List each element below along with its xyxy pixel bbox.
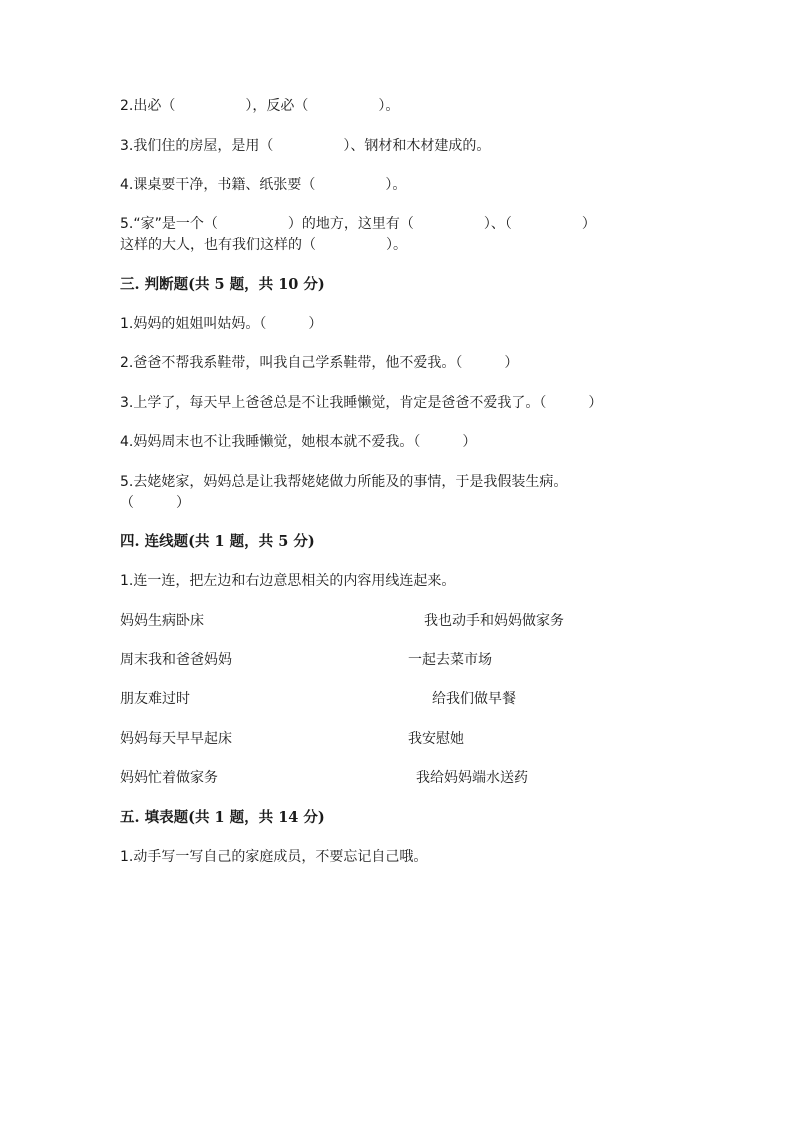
matching-right-item-3: 给我们做早餐 xyxy=(432,691,516,707)
matching-right-item-4: 我安慰她 xyxy=(408,731,464,747)
fill-blank-item-5-continued: 这样的大人，也有我们这样的（ ）。 xyxy=(120,237,407,253)
true-false-item-1: 1.妈妈的姐姐叫姑妈。（ ） xyxy=(120,316,323,332)
matching-right-item-5: 我给妈妈端水送药 xyxy=(416,770,528,786)
matching-left-item-5: 妈妈忙着做家务 xyxy=(120,770,218,786)
true-false-item-5: 5.去姥姥家，妈妈总是让我帮姥姥做力所能及的事情，于是我假装生病。 xyxy=(120,474,568,490)
fill-blank-item-5: 5.“家”是一个（ ）的地方，这里有（ ）、（ ） xyxy=(120,216,596,232)
table-question: 1.动手写一写自己的家庭成员，不要忘记自己哦。 xyxy=(120,849,428,865)
true-false-item-4: 4.妈妈周末也不让我睡懒觉，她根本就不爱我。（ ） xyxy=(120,434,477,450)
section3-heading: 三. 判断题(共 5 题，共 10 分) xyxy=(120,276,325,293)
matching-left-item-1: 妈妈生病卧床 xyxy=(120,613,204,629)
matching-right-item-1: 我也动手和妈妈做家务 xyxy=(424,613,564,629)
true-false-item-2: 2.爸爸不帮我系鞋带，叫我自己学系鞋带，他不爱我。（ ） xyxy=(120,355,519,371)
matching-left-item-4: 妈妈每天早早起床 xyxy=(120,731,232,747)
matching-question: 1.连一连，把左边和右边意思相关的内容用线连起来。 xyxy=(120,573,456,589)
section5-heading: 五. 填表题(共 1 题，共 14 分) xyxy=(120,809,325,826)
section4-heading: 四. 连线题(共 1 题，共 5 分) xyxy=(120,533,315,550)
matching-left-item-3: 朋友难过时 xyxy=(120,691,190,707)
true-false-item-5-blank: （ ） xyxy=(120,495,190,511)
true-false-item-3: 3.上学了，每天早上爸爸总是不让我睡懒觉，肯定是爸爸不爱我了。（ ） xyxy=(120,395,603,411)
fill-blank-item-3: 3.我们住的房屋，是用（ ）、钢材和木材建成的。 xyxy=(120,138,491,154)
matching-right-item-2: 一起去菜市场 xyxy=(408,652,492,668)
matching-left-item-2: 周末我和爸爸妈妈 xyxy=(120,652,232,668)
fill-blank-item-4: 4.课桌要干净，书籍、纸张要（ ）。 xyxy=(120,177,407,193)
fill-blank-item-2: 2.出必（ ），反必（ ）。 xyxy=(120,98,400,114)
